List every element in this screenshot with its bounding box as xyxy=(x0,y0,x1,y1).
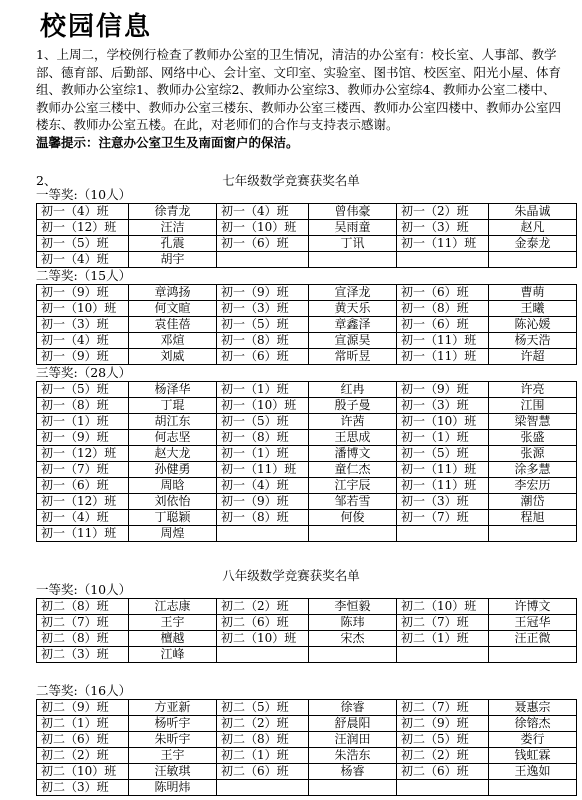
award-table xyxy=(36,284,577,365)
student-name-cell: 徐青龙 xyxy=(129,204,217,220)
class-cell: 初一（3）班 xyxy=(397,494,489,510)
student-name-cell: 李宏历 xyxy=(489,478,577,494)
student-name-cell: 丁聪颖 xyxy=(129,510,217,526)
class-cell: 初一（9）班 xyxy=(37,285,129,301)
class-cell: 初一（8）班 xyxy=(37,398,129,414)
class-cell: 初一（9）班 xyxy=(37,349,129,365)
class-cell: 初二（1）班 xyxy=(37,716,129,732)
class-cell: 初一（12）班 xyxy=(37,220,129,236)
class-cell: 初一（5）班 xyxy=(37,236,129,252)
student-name-cell: 黄天乐 xyxy=(309,301,397,317)
table-row xyxy=(37,764,577,780)
student-name-cell: 丁琨 xyxy=(129,398,217,414)
class-cell: 初二（1）班 xyxy=(217,748,309,764)
student-name-cell: 金泰龙 xyxy=(489,236,577,252)
table-row xyxy=(37,647,577,663)
class-cell: 初一（11）班 xyxy=(397,349,489,365)
class-cell xyxy=(217,647,309,663)
prize-label: 二等奖:（16人） xyxy=(36,683,132,698)
student-name-cell: 方亚新 xyxy=(129,700,217,716)
student-name-cell: 赵大龙 xyxy=(129,446,217,462)
class-cell: 初二（9）班 xyxy=(37,700,129,716)
student-name-cell xyxy=(309,647,397,663)
table-row xyxy=(37,236,577,252)
class-cell: 初一（12）班 xyxy=(37,446,129,462)
student-name-cell: 王宇 xyxy=(129,748,217,764)
class-cell: 初一（4）班 xyxy=(37,333,129,349)
prize-label: 二等奖:（15人） xyxy=(36,268,132,283)
class-cell xyxy=(397,780,489,796)
page-title: 校园信息 xyxy=(40,12,153,42)
student-name-cell: 赵凡 xyxy=(489,220,577,236)
class-cell: 初一（9）班 xyxy=(37,430,129,446)
student-name-cell: 宋杰 xyxy=(309,631,397,647)
class-cell: 初一（6）班 xyxy=(217,349,309,365)
prize-label: 三等奖:（28人） xyxy=(36,365,132,380)
student-name-cell: 刘依怡 xyxy=(129,494,217,510)
student-name-cell: 钱虹霖 xyxy=(489,748,577,764)
class-cell: 初一（9）班 xyxy=(397,382,489,398)
class-cell: 初一（4）班 xyxy=(217,478,309,494)
student-name-cell: 徐镕杰 xyxy=(489,716,577,732)
class-cell: 初一（12）班 xyxy=(37,494,129,510)
table-row xyxy=(37,349,577,365)
class-cell: 初一（10）班 xyxy=(397,414,489,430)
student-name-cell: 江宇辰 xyxy=(309,478,397,494)
student-name-cell: 何志坚 xyxy=(129,430,217,446)
table-row xyxy=(37,446,577,462)
class-cell xyxy=(217,780,309,796)
class-cell xyxy=(397,252,489,268)
table-row xyxy=(37,732,577,748)
class-cell: 初一（1）班 xyxy=(217,446,309,462)
student-name-cell: 江峰 xyxy=(129,647,217,663)
class-cell: 初一（11）班 xyxy=(217,462,309,478)
class-cell: 初一（3）班 xyxy=(397,220,489,236)
class-cell: 初一（6）班 xyxy=(397,317,489,333)
table-row xyxy=(37,382,577,398)
table-row xyxy=(37,716,577,732)
grade7-award-list xyxy=(36,187,566,542)
student-name-cell: 朱浩东 xyxy=(309,748,397,764)
student-name-cell: 许博文 xyxy=(489,599,577,615)
class-cell: 初二（5）班 xyxy=(397,732,489,748)
table-row xyxy=(37,510,577,526)
student-name-cell: 徐睿 xyxy=(309,700,397,716)
class-cell: 初二（10）班 xyxy=(217,631,309,647)
student-name-cell: 童仁杰 xyxy=(309,462,397,478)
class-cell: 初一（5）班 xyxy=(397,446,489,462)
student-name-cell: 娄行 xyxy=(489,732,577,748)
student-name-cell xyxy=(489,780,577,796)
student-name-cell: 孔震 xyxy=(129,236,217,252)
class-cell: 初二（8）班 xyxy=(37,599,129,615)
student-name-cell xyxy=(489,252,577,268)
table-row xyxy=(37,494,577,510)
student-name-cell xyxy=(489,526,577,542)
class-cell: 初一（6）班 xyxy=(37,478,129,494)
class-cell xyxy=(397,526,489,542)
class-cell: 初一（9）班 xyxy=(217,494,309,510)
class-cell: 初一（5）班 xyxy=(217,414,309,430)
student-name-cell: 程旭 xyxy=(489,510,577,526)
student-name-cell: 章鸿扬 xyxy=(129,285,217,301)
class-cell: 初一（5）班 xyxy=(37,382,129,398)
class-cell: 初二（2）班 xyxy=(397,748,489,764)
table-row xyxy=(37,414,577,430)
class-cell: 初一（10）班 xyxy=(217,220,309,236)
table-row xyxy=(37,700,577,716)
class-cell: 初二（6）班 xyxy=(217,615,309,631)
class-cell: 初一（4）班 xyxy=(37,204,129,220)
class-cell: 初二（7）班 xyxy=(397,700,489,716)
student-name-cell: 常昕昱 xyxy=(309,349,397,365)
student-name-cell: 杨听宇 xyxy=(129,716,217,732)
class-cell: 初一（4）班 xyxy=(217,204,309,220)
class-cell: 初二（8）班 xyxy=(217,732,309,748)
student-name-cell: 邹若雪 xyxy=(309,494,397,510)
student-name-cell: 汪敏琪 xyxy=(129,764,217,780)
class-cell: 初二（2）班 xyxy=(217,716,309,732)
student-name-cell: 杨睿 xyxy=(309,764,397,780)
class-cell: 初一（3）班 xyxy=(217,301,309,317)
student-name-cell: 何文暄 xyxy=(129,301,217,317)
student-name-cell: 杨天浩 xyxy=(489,333,577,349)
class-cell xyxy=(217,526,309,542)
table-row xyxy=(37,285,577,301)
student-name-cell: 曹萌 xyxy=(489,285,577,301)
student-name-cell: 朱昕宇 xyxy=(129,732,217,748)
table-row xyxy=(37,748,577,764)
class-cell: 初二（6）班 xyxy=(37,732,129,748)
student-name-cell: 陈玮 xyxy=(309,615,397,631)
student-name-cell: 舒晨阳 xyxy=(309,716,397,732)
class-cell: 初一（6）班 xyxy=(217,236,309,252)
table-row xyxy=(37,478,577,494)
notice-section xyxy=(36,46,566,151)
class-cell: 初一（2）班 xyxy=(397,204,489,220)
class-cell: 初一（10）班 xyxy=(217,398,309,414)
grade8-heading: 八年级数学竞赛获奖名单 xyxy=(222,568,360,583)
table-row xyxy=(37,631,577,647)
student-name-cell: 陈沁媛 xyxy=(489,317,577,333)
class-cell: 初一（4）班 xyxy=(37,252,129,268)
class-cell: 初一（6）班 xyxy=(397,285,489,301)
student-name-cell: 胡江东 xyxy=(129,414,217,430)
grade8-award-list xyxy=(36,582,566,796)
student-name-cell: 曾伟豪 xyxy=(309,204,397,220)
student-name-cell: 周煌 xyxy=(129,526,217,542)
student-name-cell: 孙健勇 xyxy=(129,462,217,478)
item-number-2: 2、 xyxy=(36,173,57,188)
warm-tip: 温馨提示：注意办公室卫生及南面窗户的保洁。 xyxy=(36,134,299,150)
class-cell: 初二（2）班 xyxy=(37,748,129,764)
class-cell: 初二（7）班 xyxy=(397,615,489,631)
class-cell: 初一（3）班 xyxy=(37,317,129,333)
class-cell: 初一（11）班 xyxy=(397,478,489,494)
student-name-cell: 胡宇 xyxy=(129,252,217,268)
class-cell: 初一（4）班 xyxy=(37,510,129,526)
student-name-cell: 陈明炜 xyxy=(129,780,217,796)
table-row xyxy=(37,204,577,220)
class-cell xyxy=(397,647,489,663)
student-name-cell: 江围 xyxy=(489,398,577,414)
table-row xyxy=(37,333,577,349)
table-row xyxy=(37,462,577,478)
student-name-cell: 丁讯 xyxy=(309,236,397,252)
student-name-cell: 王宇 xyxy=(129,615,217,631)
class-cell: 初一（1）班 xyxy=(397,430,489,446)
award-table xyxy=(36,598,577,663)
class-cell: 初一（7）班 xyxy=(37,462,129,478)
student-name-cell: 许茜 xyxy=(309,414,397,430)
class-cell: 初一（8）班 xyxy=(397,301,489,317)
student-name-cell: 宣泽龙 xyxy=(309,285,397,301)
class-cell: 初一（8）班 xyxy=(217,430,309,446)
student-name-cell: 周晗 xyxy=(129,478,217,494)
class-cell: 初一（9）班 xyxy=(217,285,309,301)
class-cell: 初一（1）班 xyxy=(217,382,309,398)
class-cell: 初一（11）班 xyxy=(397,236,489,252)
class-cell: 初二（10）班 xyxy=(37,764,129,780)
table-row xyxy=(37,301,577,317)
student-name-cell: 张源 xyxy=(489,446,577,462)
table-row xyxy=(37,615,577,631)
class-cell: 初二（10）班 xyxy=(397,599,489,615)
student-name-cell: 朱晶诚 xyxy=(489,204,577,220)
student-name-cell: 袁佳蓓 xyxy=(129,317,217,333)
student-name-cell: 何俊 xyxy=(309,510,397,526)
table-row xyxy=(37,398,577,414)
class-cell: 初二（9）班 xyxy=(397,716,489,732)
class-cell: 初一（5）班 xyxy=(217,317,309,333)
prize-label: 一等奖:（10人） xyxy=(36,187,132,202)
student-name-cell: 潘博文 xyxy=(309,446,397,462)
student-name-cell: 汪洁 xyxy=(129,220,217,236)
table-row xyxy=(37,430,577,446)
class-cell: 初一（11）班 xyxy=(397,333,489,349)
class-cell: 初二（1）班 xyxy=(397,631,489,647)
student-name-cell: 殷子曼 xyxy=(309,398,397,414)
table-row xyxy=(37,599,577,615)
student-name-cell: 李恒毅 xyxy=(309,599,397,615)
class-cell: 初一（3）班 xyxy=(397,398,489,414)
student-name-cell: 汪正微 xyxy=(489,631,577,647)
student-name-cell: 红冉 xyxy=(309,382,397,398)
class-cell: 初二（2）班 xyxy=(217,599,309,615)
award-table xyxy=(36,203,577,268)
student-name-cell xyxy=(489,647,577,663)
student-name-cell xyxy=(309,526,397,542)
student-name-cell: 许亮 xyxy=(489,382,577,398)
grade7-heading: 七年级数学竞赛获奖名单 xyxy=(222,173,360,188)
table-row xyxy=(37,317,577,333)
class-cell: 初一（11）班 xyxy=(37,526,129,542)
class-cell: 初一（8）班 xyxy=(217,510,309,526)
student-name-cell: 潮岱 xyxy=(489,494,577,510)
class-cell: 初一（11）班 xyxy=(397,462,489,478)
student-name-cell: 檀越 xyxy=(129,631,217,647)
student-name-cell xyxy=(309,780,397,796)
class-cell xyxy=(217,252,309,268)
class-cell: 初二（8）班 xyxy=(37,631,129,647)
table-row xyxy=(37,526,577,542)
student-name-cell: 许超 xyxy=(489,349,577,365)
student-name-cell: 张盛 xyxy=(489,430,577,446)
class-cell: 初二（3）班 xyxy=(37,647,129,663)
class-cell: 初二（7）班 xyxy=(37,615,129,631)
award-table xyxy=(36,381,577,542)
class-cell: 初一（1）班 xyxy=(37,414,129,430)
student-name-cell: 涂多慧 xyxy=(489,462,577,478)
student-name-cell: 聂惠宗 xyxy=(489,700,577,716)
student-name-cell: 吴雨童 xyxy=(309,220,397,236)
student-name-cell: 刘威 xyxy=(129,349,217,365)
cleaning-notice: 1、上周二，学校例行检查了教师办公室的卫生情况，清洁的办公室有：校长室、人事部、教学部、德育部、后勤部、网络中心、会计室、文印室、实验室、图书馆、校医室、阳光小屋、体育组、教师办公室综1、教师办公室综2、教师办公室综3、教师办公室综4、教师办公室二楼中、教师办公室三楼中、教师办公室三楼东、教师办公室三楼西、教师办公室四楼中、教师办公室四楼东、教师办公室五楼。在此，对老师们的合作与支持表示感谢。 xyxy=(36,47,562,132)
class-cell: 初二（3）班 xyxy=(37,780,129,796)
class-cell: 初一（10）班 xyxy=(37,301,129,317)
student-name-cell: 江志康 xyxy=(129,599,217,615)
student-name-cell: 杨泽华 xyxy=(129,382,217,398)
student-name-cell: 王思成 xyxy=(309,430,397,446)
prize-label: 一等奖:（10人） xyxy=(36,582,132,597)
class-cell: 初二（6）班 xyxy=(217,764,309,780)
student-name-cell: 邓煊 xyxy=(129,333,217,349)
award-table xyxy=(36,699,577,796)
table-row xyxy=(37,220,577,236)
student-name-cell xyxy=(309,252,397,268)
class-cell: 初二（6）班 xyxy=(397,764,489,780)
table-row xyxy=(37,780,577,796)
student-name-cell: 章鑫泽 xyxy=(309,317,397,333)
table-row xyxy=(37,252,577,268)
student-name-cell: 王冠华 xyxy=(489,615,577,631)
student-name-cell: 王曦 xyxy=(489,301,577,317)
student-name-cell: 宣源昊 xyxy=(309,333,397,349)
class-cell: 初一（8）班 xyxy=(217,333,309,349)
class-cell: 初一（7）班 xyxy=(397,510,489,526)
class-cell: 初二（5）班 xyxy=(217,700,309,716)
student-name-cell: 汪润田 xyxy=(309,732,397,748)
student-name-cell: 梁智慧 xyxy=(489,414,577,430)
student-name-cell: 王逸如 xyxy=(489,764,577,780)
